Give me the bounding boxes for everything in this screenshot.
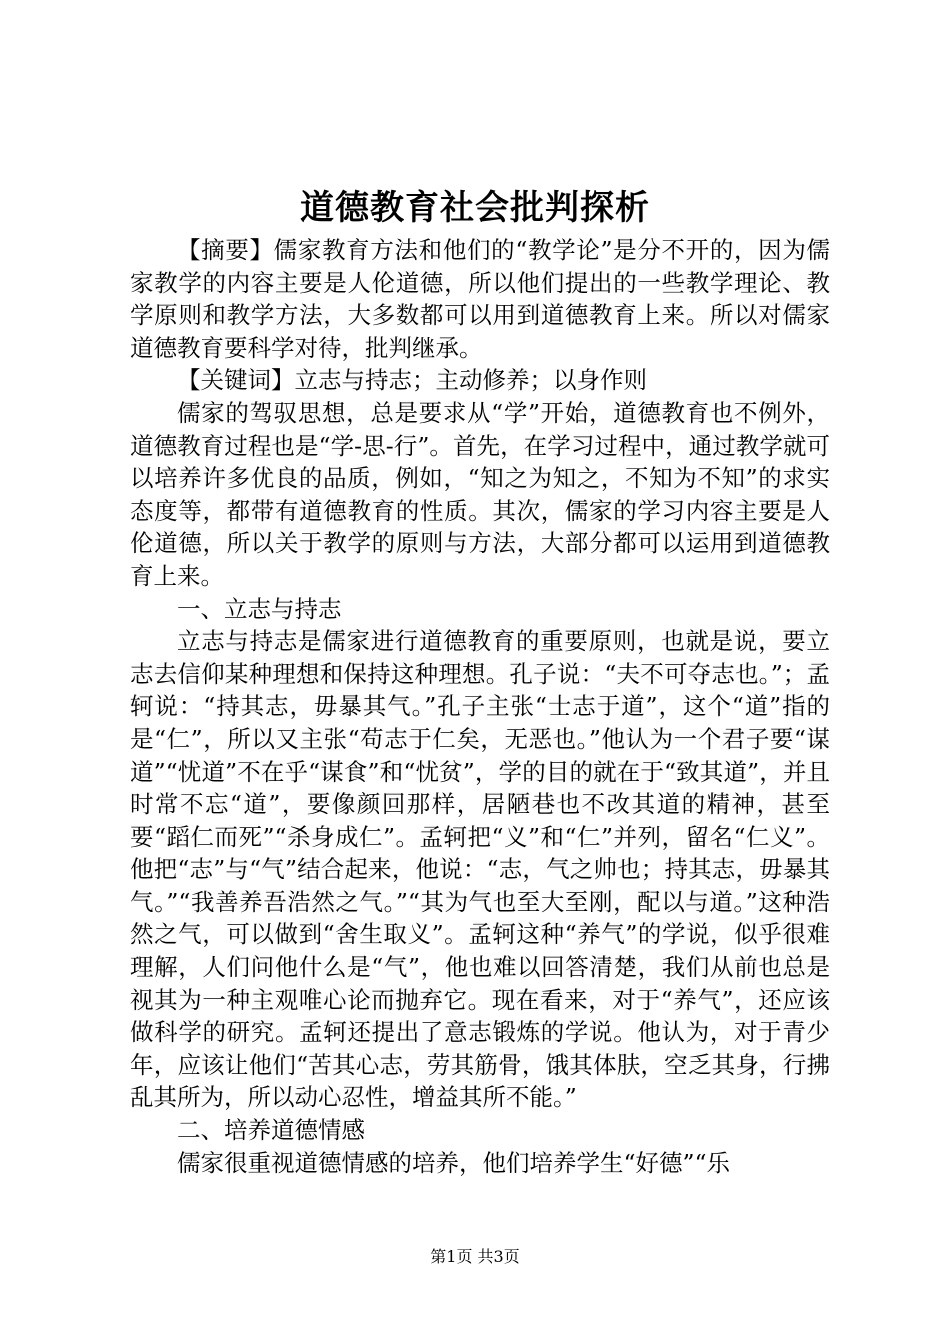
intro-paragraph: 儒家的驾驭思想，总是要求从“学”开始，道德教育也不例外，道德教育过程也是“学-思-行”。首先，在学习过程中，通过教学就可以培养许多优良的品质，例如，“知之为知之，不知为不知”的求实态度等，都带有道德教育的性质。其次，儒家的学习内容主要是人伦道德，所以关于教学的原则与方法，大部分都可以运用到道德教育上来。 <box>130 398 830 590</box>
document-body <box>130 234 830 1179</box>
section-heading-1: 一、立志与持志 <box>177 594 342 623</box>
abstract-paragraph: 【摘要】儒家教育方法和他们的“教学论”是分不开的，因为儒家教学的内容主要是人伦道德，所以他们提出的一些教学理论、教学原则和教学方法，大多数都可以用到道德教育上来。所以对儒家道德教育要科学对待，批判继承。 <box>130 236 830 362</box>
document-title: 道德教育社会批判探析 <box>300 188 650 228</box>
section-1-paragraph: 立志与持志是儒家进行道德教育的重要原则，也就是说，要立志去信仰某种理想和保持这种理想。孔子说：“夫不可夺志也。”；孟轲说：“持其志，毋暴其气。”孔子主张“士志于道”，这个“道”指的是“仁”，所以又主张“苟志于仁矣，无恶也。”他认为一个君子要“谋道”“忧道”不在乎“谋食”和“忧贫”，学的目的就在于“致其道”，并且时常不忘“道”，要像颜回那样，居陋巷也不改其道的精神，甚至要“蹈仁而死”“杀身成仁”。孟轲把“义”和“仁”并列，留名“仁义”。他把“志”与“气”结合起来，他说：“志，气之帅也；持其志，毋暴其气。”“我善养吾浩然之气。”“其为气也至大至刚，配以与道。”这种浩然之气，可以做到“舍生取义”。孟轲这种“养气”的学说，似乎很难理解，人们问他什么是“气”，他也难以回答清楚，我们从前也总是视其为一种主观唯心论而抛弃它。现在看来，对于“养气”，还应该做科学的研究。孟轲还提出了意志锻炼的学说。他认为，对于青少年，应该让他们“苦其心志，劳其筋骨，饿其体肤，空乏其身，行拂乱其所为，所以动心忍性，增益其所不能。” <box>130 627 830 1112</box>
page-footer: 第1页 共3页 <box>430 1247 520 1266</box>
keywords-paragraph: 【关键词】立志与持志；主动修养；以身作则 <box>177 366 647 395</box>
section-2-paragraph: 儒家很重视道德情感的培养，他们培养学生“好德”“乐 <box>177 1148 731 1177</box>
section-heading-2: 二、培养道德情感 <box>177 1116 365 1145</box>
